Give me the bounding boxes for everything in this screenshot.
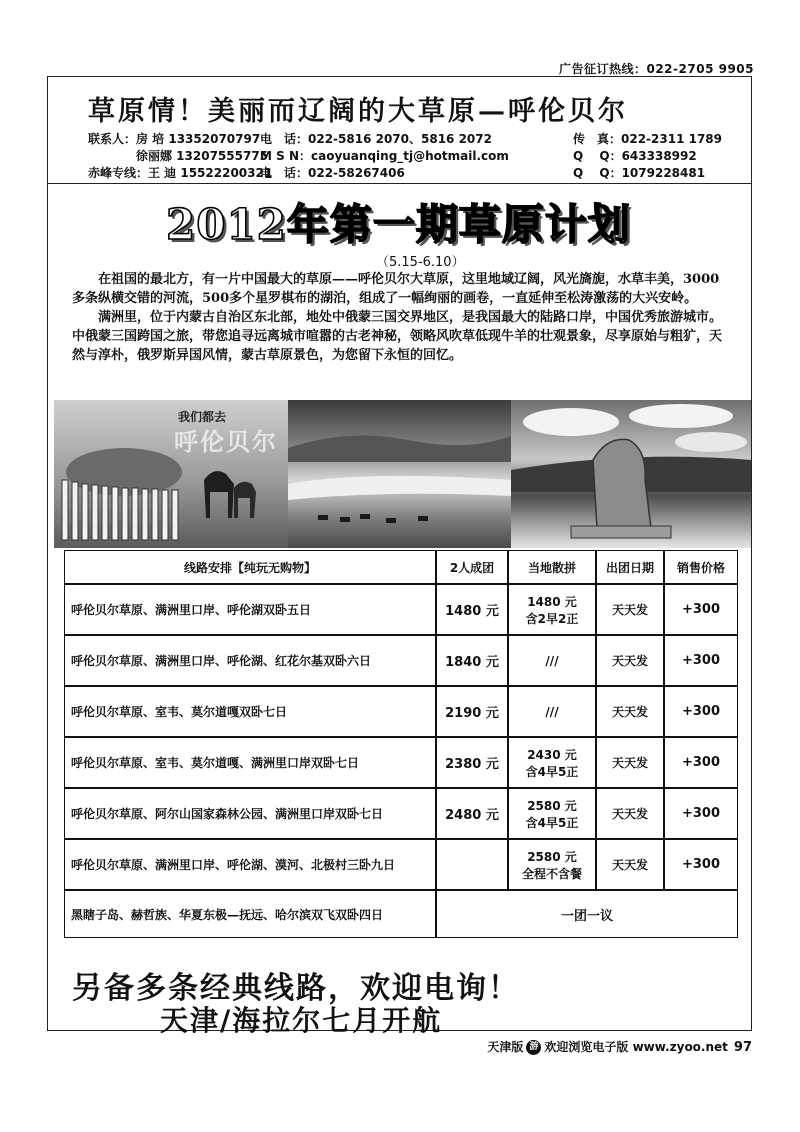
photo-stone-monument <box>511 400 751 548</box>
slogan-line-2: 天津/海拉尔七月开航 <box>160 1004 443 1037</box>
sale-price-cell: +300 <box>664 788 738 839</box>
slogan-line-1: 另备多条经典线路，欢迎电询！ <box>72 971 520 1006</box>
header-group: 2人成团 <box>436 550 508 584</box>
local-price-note: 含4早5正 <box>525 815 579 830</box>
route-cell: 呼伦贝尔草原、室韦、莫尔道嘎双卧七日 <box>64 686 436 737</box>
route-cell: 呼伦贝尔草原、室韦、莫尔道嘎、满洲里口岸双卧七日 <box>64 737 436 788</box>
header-date: 出团日期 <box>596 550 664 584</box>
local-price: 2430 元 <box>527 747 577 762</box>
sale-price-cell: +300 <box>664 686 738 737</box>
local-price: 2580 元 <box>527 849 577 864</box>
route-cell: 呼伦贝尔草原、阿尔山国家森林公园、满洲里口岸双卧七日 <box>64 788 436 839</box>
local-price: /// <box>545 704 559 719</box>
route-table <box>64 550 738 938</box>
table-row <box>64 788 738 839</box>
local-price-cell <box>508 686 596 737</box>
table-header-row <box>64 550 738 584</box>
group-price-cell: 1480 元 <box>436 584 508 635</box>
contact-right-2: Q Q：643338992 <box>573 149 697 163</box>
sale-price-cell: +300 <box>664 584 738 635</box>
ad-frame <box>47 76 752 1037</box>
intro-text <box>72 270 732 365</box>
plan-dates: （5.15-6.10） <box>376 255 465 270</box>
footer-text: 欢迎浏览电子版 www.zyoo.net <box>544 1040 728 1054</box>
local-price-note: 含4早5正 <box>525 764 579 779</box>
contact-mid-1: 电 话：022-5816 2070、5816 2072 <box>260 132 492 146</box>
group-price-cell: 1840 元 <box>436 635 508 686</box>
date-cell: 天天发 <box>596 635 664 686</box>
table-row <box>64 890 738 938</box>
contact-right-3: Q Q：1079228481 <box>573 166 706 180</box>
header-title: 草原情！美丽而辽阔的大草原—呼伦贝尔 <box>88 96 628 127</box>
header-route: 线路安排【纯玩无购物】 <box>64 550 436 584</box>
ad-header <box>48 77 751 184</box>
local-price-cell <box>508 839 596 890</box>
header-price: 销售价格 <box>664 550 738 584</box>
group-price-cell: 2380 元 <box>436 737 508 788</box>
photo-overlay-big: 呼伦贝尔 <box>174 428 278 456</box>
photo-grassland-river <box>288 400 511 548</box>
local-price-cell <box>508 584 596 635</box>
table-row <box>64 584 738 635</box>
page-number: 97 <box>733 1040 752 1055</box>
photo-horses-fence <box>54 400 288 548</box>
local-price: 1480 元 <box>527 594 577 609</box>
route-cell: 呼伦贝尔草原、满洲里口岸、呼伦湖、漠河、北极村三卧九日 <box>64 839 436 890</box>
contact-left-3: 赤峰专线：王 迪 15522200321 <box>88 166 273 180</box>
group-price-cell: 2480 元 <box>436 788 508 839</box>
table-row <box>64 686 738 737</box>
plan-title: 2012年第一期草原计划 <box>166 200 631 249</box>
intro-paragraph-1: 在祖国的最北方，有一片中国最大的草原——呼伦贝尔大草原，这里地域辽阔，风光旖旎，水草丰美，3000多条纵横交错的河流，500多个星罗棋布的湖泊，组成了一幅绚丽的画卷，一直延伸至松涛激荡的大兴安岭。 <box>72 272 720 306</box>
local-price-cell <box>508 788 596 839</box>
contact-left-1: 联系人：房 培 13352070797 <box>88 132 261 146</box>
edition-label: 天津版 <box>487 1040 524 1054</box>
contact-mid-2: M S N：caoyuanqing_tj@hotmail.com <box>260 149 509 163</box>
contact-mid-3: 电 话：022-58267406 <box>260 166 405 180</box>
river-scene-graphic <box>288 400 511 548</box>
date-cell: 天天发 <box>596 788 664 839</box>
group-price-cell <box>436 839 508 890</box>
local-price-note: 含2早2正 <box>525 611 579 626</box>
local-price-note: 全程不含餐 <box>521 866 582 881</box>
header-local: 当地散拼 <box>508 550 596 584</box>
route-table-wrap <box>64 550 738 938</box>
sale-price-cell: +300 <box>664 635 738 686</box>
sale-price-cell: +300 <box>664 839 738 890</box>
contact-right-1: 传 真：022-2311 1789 <box>573 132 723 146</box>
photo-strip <box>54 400 751 548</box>
photo-overlay-small: 我们都去 <box>178 410 227 424</box>
date-cell: 天天发 <box>596 686 664 737</box>
table-row <box>64 737 738 788</box>
local-price: 2580 元 <box>527 798 577 813</box>
route-cell: 呼伦贝尔草原、满洲里口岸、呼伦湖、红花尔基双卧六日 <box>64 635 436 686</box>
zyoo-logo-icon: 游 <box>526 1040 541 1055</box>
route-cell: 呼伦贝尔草原、满洲里口岸、呼伦湖双卧五日 <box>64 584 436 635</box>
negotiable-cell: 一团一议 <box>436 890 738 938</box>
table-row <box>64 635 738 686</box>
ad-hotline: 广告征订热线：022-2705 9905 <box>558 62 754 76</box>
date-cell: 天天发 <box>596 584 664 635</box>
date-cell: 天天发 <box>596 839 664 890</box>
route-cell: 黑瞎子岛、赫哲族、华夏东极—抚远、哈尔滨双飞双卧四日 <box>64 890 436 938</box>
monument-scene-graphic <box>511 400 751 548</box>
contact-left-2: 徐丽娜 13207555775 <box>88 149 269 163</box>
local-price-cell <box>508 635 596 686</box>
sale-price-cell: +300 <box>664 737 738 788</box>
intro-paragraph-2: 满洲里，位于内蒙古自治区东北部，地处中俄蒙三国交界地区，是我国最大的陆路口岸，中国优秀旅游城市。中俄蒙三国跨国之旅，带您追寻远离城市喧嚣的古老神秘，领略风吹草低现牛羊的壮观景象，尽享原始与粗犷，天然与淳朴，俄罗斯异国风情，蒙古草原景色，为您留下永恒的回忆。 <box>72 310 723 363</box>
local-price: /// <box>545 653 559 668</box>
page-footer <box>487 1038 752 1055</box>
table-row <box>64 839 738 890</box>
group-price-cell: 2190 元 <box>436 686 508 737</box>
date-cell: 天天发 <box>596 737 664 788</box>
local-price-cell <box>508 737 596 788</box>
